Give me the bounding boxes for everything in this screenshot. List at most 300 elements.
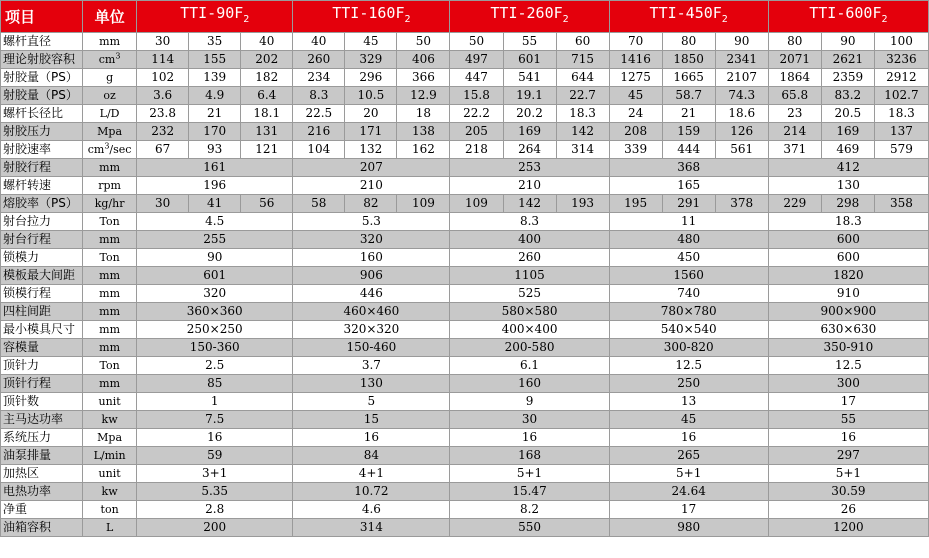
table-cell: 16 xyxy=(137,429,293,447)
table-cell: 8.2 xyxy=(450,501,609,519)
table-row xyxy=(1,123,929,141)
table-row xyxy=(1,483,929,501)
table-cell: 84 xyxy=(293,447,450,465)
table-cell: 2341 xyxy=(715,51,768,69)
table-cell: 50 xyxy=(397,33,450,51)
table-row xyxy=(1,213,929,231)
row-unit: rpm xyxy=(83,177,137,195)
table-cell: 30 xyxy=(137,33,189,51)
row-unit: kw xyxy=(83,483,137,501)
table-cell: 142 xyxy=(556,123,609,141)
table-row xyxy=(1,501,929,519)
table-row xyxy=(1,321,929,339)
table-cell: 182 xyxy=(241,69,293,87)
table-row xyxy=(1,375,929,393)
table-cell: 202 xyxy=(241,51,293,69)
table-row xyxy=(1,429,929,447)
table-cell: 12.5 xyxy=(609,357,768,375)
table-cell: 160 xyxy=(450,375,609,393)
table-cell: 320×320 xyxy=(293,321,450,339)
table-cell: 20.5 xyxy=(821,105,874,123)
table-cell: 132 xyxy=(345,141,397,159)
row-unit: mm xyxy=(83,321,137,339)
table-cell: 601 xyxy=(503,51,556,69)
table-row xyxy=(1,195,929,213)
table-cell: 561 xyxy=(715,141,768,159)
table-cell: 232 xyxy=(137,123,189,141)
table-cell: 210 xyxy=(450,177,609,195)
table-cell: 67 xyxy=(137,141,189,159)
row-label: 净重 xyxy=(1,501,83,519)
table-cell: 74.3 xyxy=(715,87,768,105)
table-cell: 65.8 xyxy=(768,87,821,105)
table-cell: 339 xyxy=(609,141,662,159)
table-cell: 121 xyxy=(241,141,293,159)
table-cell: 366 xyxy=(397,69,450,87)
table-row xyxy=(1,69,929,87)
model-4-sub: 2 xyxy=(721,14,728,25)
table-cell: 104 xyxy=(293,141,345,159)
table-cell: 2107 xyxy=(715,69,768,87)
table-cell: 550 xyxy=(450,519,609,537)
table-cell: 16 xyxy=(609,429,768,447)
table-row xyxy=(1,249,929,267)
table-cell: 15.8 xyxy=(450,87,503,105)
model-3-sub: 2 xyxy=(562,14,569,25)
table-cell: 90 xyxy=(137,249,293,267)
table-cell: 139 xyxy=(189,69,241,87)
row-unit: $cm^3$ xyxy=(83,51,137,69)
table-cell: 41 xyxy=(189,195,241,213)
table-cell: 70 xyxy=(609,33,662,51)
table-cell: 7.5 xyxy=(137,411,293,429)
table-cell: 906 xyxy=(293,267,450,285)
table-cell: 406 xyxy=(397,51,450,69)
table-cell: 910 xyxy=(768,285,928,303)
row-unit: mm xyxy=(83,285,137,303)
row-label: 锁模力 xyxy=(1,249,83,267)
table-cell: 5+1 xyxy=(609,465,768,483)
table-cell: 126 xyxy=(715,123,768,141)
table-cell: 10.72 xyxy=(293,483,450,501)
row-label: 系统压力 xyxy=(1,429,83,447)
table-cell: 600 xyxy=(768,249,928,267)
table-cell: 371 xyxy=(768,141,821,159)
table-row xyxy=(1,141,929,159)
table-cell: 23 xyxy=(768,105,821,123)
row-unit: Ton xyxy=(83,357,137,375)
row-label: 射胶量（PS） xyxy=(1,87,83,105)
table-cell: 60 xyxy=(556,33,609,51)
table-row xyxy=(1,33,929,51)
table-cell: 23.8 xyxy=(137,105,189,123)
table-cell: 8.3 xyxy=(293,87,345,105)
table-cell: 80 xyxy=(768,33,821,51)
row-label: 加热区 xyxy=(1,465,83,483)
table-cell: 291 xyxy=(662,195,715,213)
table-cell: 630×630 xyxy=(768,321,928,339)
row-label: 射胶压力 xyxy=(1,123,83,141)
row-unit: oz xyxy=(83,87,137,105)
table-cell: 6.4 xyxy=(241,87,293,105)
row-unit: L/D xyxy=(83,105,137,123)
table-cell: 3.6 xyxy=(137,87,189,105)
table-cell: 378 xyxy=(715,195,768,213)
table-cell: 200-580 xyxy=(450,339,609,357)
row-label: 射台拉力 xyxy=(1,213,83,231)
table-cell: 45 xyxy=(609,87,662,105)
row-unit: mm xyxy=(83,303,137,321)
table-cell: 329 xyxy=(345,51,397,69)
table-cell: 444 xyxy=(662,141,715,159)
model-4-base: TTI-450F xyxy=(649,4,722,22)
table-cell: 150-460 xyxy=(293,339,450,357)
table-cell: 12.9 xyxy=(397,87,450,105)
table-cell: 5+1 xyxy=(768,465,928,483)
table-cell: 109 xyxy=(397,195,450,213)
table-cell: 58.7 xyxy=(662,87,715,105)
header-row xyxy=(1,1,929,33)
table-cell: 579 xyxy=(874,141,928,159)
table-cell: 169 xyxy=(503,123,556,141)
table-cell: 9 xyxy=(450,393,609,411)
row-label: 四柱间距 xyxy=(1,303,83,321)
table-cell: 160 xyxy=(293,249,450,267)
table-cell: 131 xyxy=(241,123,293,141)
row-unit: g xyxy=(83,69,137,87)
table-cell: 1200 xyxy=(768,519,928,537)
table-cell: 90 xyxy=(821,33,874,51)
table-row xyxy=(1,465,929,483)
row-label: 顶针数 xyxy=(1,393,83,411)
row-label: 最小模具尺寸 xyxy=(1,321,83,339)
table-cell: 6.1 xyxy=(450,357,609,375)
table-cell: 80 xyxy=(662,33,715,51)
table-cell: 24.64 xyxy=(609,483,768,501)
table-cell: 55 xyxy=(768,411,928,429)
table-cell: 93 xyxy=(189,141,241,159)
table-cell: 541 xyxy=(503,69,556,87)
table-cell: 1864 xyxy=(768,69,821,87)
table-cell: 460×460 xyxy=(293,303,450,321)
row-unit: mm xyxy=(83,231,137,249)
table-cell: 16 xyxy=(293,429,450,447)
table-cell: 210 xyxy=(293,177,450,195)
table-cell: 109 xyxy=(450,195,503,213)
table-cell: 16 xyxy=(450,429,609,447)
table-cell: 22.7 xyxy=(556,87,609,105)
table-cell: 169 xyxy=(821,123,874,141)
table-cell: 10.5 xyxy=(345,87,397,105)
table-cell: 5 xyxy=(293,393,450,411)
table-cell: 450 xyxy=(609,249,768,267)
table-body xyxy=(1,33,929,537)
table-cell: 162 xyxy=(397,141,450,159)
table-cell: 2.8 xyxy=(137,501,293,519)
table-cell: 18.3 xyxy=(556,105,609,123)
table-cell: 525 xyxy=(450,285,609,303)
table-cell: 18.6 xyxy=(715,105,768,123)
model-2-base: TTI-160F xyxy=(332,4,405,22)
table-cell: 18 xyxy=(397,105,450,123)
table-cell: 216 xyxy=(293,123,345,141)
table-cell: 214 xyxy=(768,123,821,141)
table-cell: 229 xyxy=(768,195,821,213)
header-model-1 xyxy=(137,1,293,33)
table-cell: 137 xyxy=(874,123,928,141)
table-cell: 18.3 xyxy=(768,213,928,231)
table-row xyxy=(1,105,929,123)
table-cell: 19.1 xyxy=(503,87,556,105)
table-cell: 900×900 xyxy=(768,303,928,321)
header-model-4 xyxy=(609,1,768,33)
unit-superscript: 3 xyxy=(104,141,110,151)
header-model-3 xyxy=(450,1,609,33)
row-unit: mm xyxy=(83,267,137,285)
table-row xyxy=(1,177,929,195)
row-unit: mm xyxy=(83,339,137,357)
table-cell: 780×780 xyxy=(609,303,768,321)
row-unit: Mpa xyxy=(83,429,137,447)
table-cell: 5+1 xyxy=(450,465,609,483)
table-cell: 100 xyxy=(874,33,928,51)
table-cell: 580×580 xyxy=(450,303,609,321)
header-model-2 xyxy=(293,1,450,33)
table-cell: 234 xyxy=(293,69,345,87)
table-cell: 26 xyxy=(768,501,928,519)
table-cell: 314 xyxy=(293,519,450,537)
table-cell: 35 xyxy=(189,33,241,51)
table-cell: 480 xyxy=(609,231,768,249)
table-cell: 15.47 xyxy=(450,483,609,501)
table-cell: 300 xyxy=(768,375,928,393)
table-cell: 1665 xyxy=(662,69,715,87)
row-label: 容模量 xyxy=(1,339,83,357)
table-cell: 446 xyxy=(293,285,450,303)
table-cell: 5.3 xyxy=(293,213,450,231)
table-cell: 171 xyxy=(345,123,397,141)
table-cell: 400×400 xyxy=(450,321,609,339)
table-cell: 1275 xyxy=(609,69,662,87)
model-5-sub: 2 xyxy=(881,14,888,25)
table-cell: 358 xyxy=(874,195,928,213)
table-cell: 207 xyxy=(293,159,450,177)
header-unit: 单位 xyxy=(83,1,137,33)
table-cell: 1560 xyxy=(609,267,768,285)
table-cell: 50 xyxy=(450,33,503,51)
table-header xyxy=(1,1,929,33)
table-row xyxy=(1,411,929,429)
row-unit: Ton xyxy=(83,249,137,267)
row-unit: kw xyxy=(83,411,137,429)
table-cell: 155 xyxy=(189,51,241,69)
table-cell: 300-820 xyxy=(609,339,768,357)
table-cell: 1850 xyxy=(662,51,715,69)
table-cell: 18.1 xyxy=(241,105,293,123)
table-cell: 400 xyxy=(450,231,609,249)
table-row xyxy=(1,303,929,321)
table-cell: 90 xyxy=(715,33,768,51)
table-cell: 30 xyxy=(450,411,609,429)
table-cell: 250×250 xyxy=(137,321,293,339)
table-cell: 368 xyxy=(609,159,768,177)
table-cell: 644 xyxy=(556,69,609,87)
table-cell: 2.5 xyxy=(137,357,293,375)
table-cell: 55 xyxy=(503,33,556,51)
table-cell: 193 xyxy=(556,195,609,213)
table-cell: 4.6 xyxy=(293,501,450,519)
table-cell: 20 xyxy=(345,105,397,123)
table-cell: 4.5 xyxy=(137,213,293,231)
table-cell: 16 xyxy=(768,429,928,447)
table-cell: 255 xyxy=(137,231,293,249)
table-cell: 3+1 xyxy=(137,465,293,483)
table-cell: 320 xyxy=(137,285,293,303)
row-label: 射胶速率 xyxy=(1,141,83,159)
table-cell: 165 xyxy=(609,177,768,195)
row-unit: kg/hr xyxy=(83,195,137,213)
table-cell: 3236 xyxy=(874,51,928,69)
table-cell: 200 xyxy=(137,519,293,537)
table-row xyxy=(1,519,929,537)
table-cell: 260 xyxy=(293,51,345,69)
table-cell: 102 xyxy=(137,69,189,87)
table-cell: 45 xyxy=(345,33,397,51)
table-cell: 2359 xyxy=(821,69,874,87)
table-cell: 5.35 xyxy=(137,483,293,501)
model-1-base: TTI-90F xyxy=(180,4,244,22)
model-5-base: TTI-600F xyxy=(809,4,882,22)
table-row xyxy=(1,51,929,69)
model-1-sub: 2 xyxy=(243,14,250,25)
row-label: 理论射胶容积 xyxy=(1,51,83,69)
table-cell: 253 xyxy=(450,159,609,177)
row-label: 熔胶率（PS） xyxy=(1,195,83,213)
model-3-base: TTI-260F xyxy=(490,4,563,22)
table-row xyxy=(1,87,929,105)
table-cell: 195 xyxy=(609,195,662,213)
table-cell: 13 xyxy=(609,393,768,411)
row-label: 主马达功率 xyxy=(1,411,83,429)
table-cell: 161 xyxy=(137,159,293,177)
table-cell: 130 xyxy=(293,375,450,393)
table-cell: 469 xyxy=(821,141,874,159)
table-cell: 298 xyxy=(821,195,874,213)
table-cell: 40 xyxy=(293,33,345,51)
row-label: 射台行程 xyxy=(1,231,83,249)
table-cell: 20.2 xyxy=(503,105,556,123)
table-row xyxy=(1,231,929,249)
table-cell: 22.2 xyxy=(450,105,503,123)
table-cell: 715 xyxy=(556,51,609,69)
table-cell: 114 xyxy=(137,51,189,69)
header-model-5 xyxy=(768,1,928,33)
row-unit: ton xyxy=(83,501,137,519)
table-cell: 18.3 xyxy=(874,105,928,123)
table-cell: 320 xyxy=(293,231,450,249)
table-row xyxy=(1,393,929,411)
unit-superscript: 3 xyxy=(115,51,121,61)
table-cell: 150-360 xyxy=(137,339,293,357)
row-label: 螺杆转速 xyxy=(1,177,83,195)
table-cell: 296 xyxy=(345,69,397,87)
table-cell: 8.3 xyxy=(450,213,609,231)
table-cell: 56 xyxy=(241,195,293,213)
table-cell: 142 xyxy=(503,195,556,213)
table-cell: 17 xyxy=(609,501,768,519)
row-unit: Ton xyxy=(83,213,137,231)
table-cell: 15 xyxy=(293,411,450,429)
table-cell: 21 xyxy=(662,105,715,123)
table-cell: 159 xyxy=(662,123,715,141)
row-label: 射胶量（PS） xyxy=(1,69,83,87)
table-cell: 447 xyxy=(450,69,503,87)
table-cell: 4+1 xyxy=(293,465,450,483)
row-unit: Mpa xyxy=(83,123,137,141)
table-cell: 980 xyxy=(609,519,768,537)
row-label: 油箱容积 xyxy=(1,519,83,537)
table-cell: 600 xyxy=(768,231,928,249)
table-cell: 412 xyxy=(768,159,928,177)
table-cell: 497 xyxy=(450,51,503,69)
row-unit: mm xyxy=(83,33,137,51)
table-cell: 17 xyxy=(768,393,928,411)
table-cell: 59 xyxy=(137,447,293,465)
table-cell: 360×360 xyxy=(137,303,293,321)
table-cell: 1416 xyxy=(609,51,662,69)
table-cell: 83.2 xyxy=(821,87,874,105)
table-row xyxy=(1,159,929,177)
row-label: 螺杆直径 xyxy=(1,33,83,51)
table-cell: 297 xyxy=(768,447,928,465)
table-cell: 12.5 xyxy=(768,357,928,375)
table-cell: 4.9 xyxy=(189,87,241,105)
table-cell: 45 xyxy=(609,411,768,429)
table-cell: 250 xyxy=(609,375,768,393)
table-cell: 22.5 xyxy=(293,105,345,123)
row-unit: mm xyxy=(83,375,137,393)
table-cell: 58 xyxy=(293,195,345,213)
table-cell: 740 xyxy=(609,285,768,303)
table-cell: 350-910 xyxy=(768,339,928,357)
table-cell: 2621 xyxy=(821,51,874,69)
table-cell: 1820 xyxy=(768,267,928,285)
table-cell: 205 xyxy=(450,123,503,141)
row-unit: mm xyxy=(83,159,137,177)
table-row xyxy=(1,339,929,357)
table-row xyxy=(1,285,929,303)
row-unit: unit xyxy=(83,465,137,483)
table-cell: 540×540 xyxy=(609,321,768,339)
table-cell: 21 xyxy=(189,105,241,123)
table-row xyxy=(1,447,929,465)
table-cell: 2912 xyxy=(874,69,928,87)
row-label: 模板最大间距 xyxy=(1,267,83,285)
table-cell: 102.7 xyxy=(874,87,928,105)
table-cell: 314 xyxy=(556,141,609,159)
table-cell: 138 xyxy=(397,123,450,141)
row-label: 螺杆长径比 xyxy=(1,105,83,123)
table-cell: 82 xyxy=(345,195,397,213)
row-label: 电热功率 xyxy=(1,483,83,501)
table-cell: 40 xyxy=(241,33,293,51)
table-cell: 2071 xyxy=(768,51,821,69)
table-cell: 30 xyxy=(137,195,189,213)
row-unit: $cm^3/\sec$ xyxy=(83,141,137,159)
row-unit: L xyxy=(83,519,137,537)
table-cell: 208 xyxy=(609,123,662,141)
row-label: 顶针行程 xyxy=(1,375,83,393)
